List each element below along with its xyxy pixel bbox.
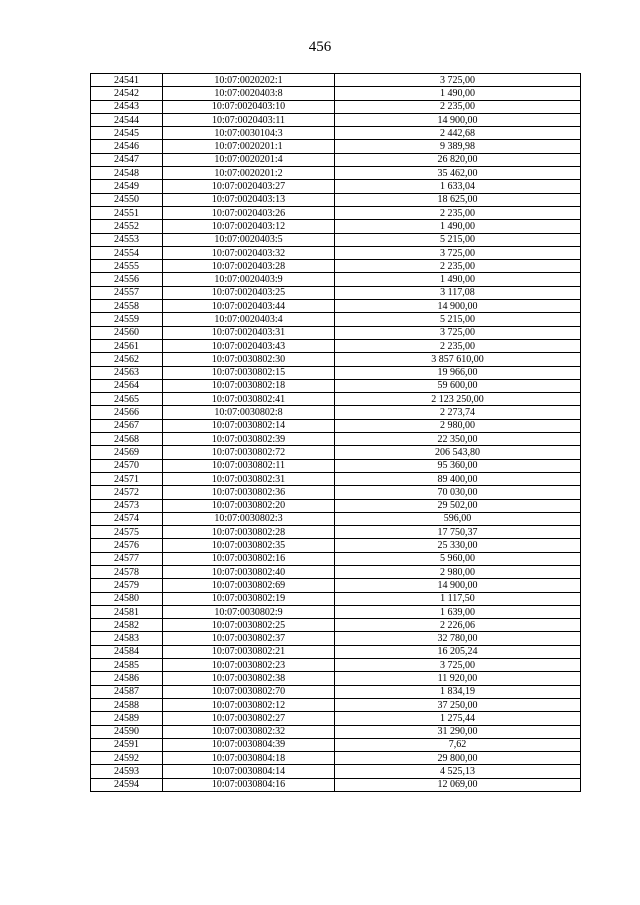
table-row: [91, 140, 581, 153]
cadastral-number-cell: 10:07:0030802:38: [163, 672, 335, 685]
cadastral-value-cell: 2 123 250,00: [335, 393, 581, 406]
cadastral-number-cell: 10:07:0030802:40: [163, 565, 335, 578]
cadastral-value-cell: 1 639,00: [335, 605, 581, 618]
cadastral-number-cell: 10:07:0020201:1: [163, 140, 335, 153]
cadastral-value-cell: 2 235,00: [335, 100, 581, 113]
cadastral-number-cell: 10:07:0020202:1: [163, 74, 335, 87]
cadastral-number-cell: 10:07:0020201:2: [163, 167, 335, 180]
cadastral-number-cell: 10:07:0030802:41: [163, 393, 335, 406]
cadastral-value-cell: 22 350,00: [335, 433, 581, 446]
table-body: [91, 74, 581, 792]
cadastral-value-cell: 2 235,00: [335, 260, 581, 273]
cadastral-number-cell: 10:07:0020403:10: [163, 100, 335, 113]
cadastral-number-cell: 10:07:0020403:27: [163, 180, 335, 193]
table-row: [91, 725, 581, 738]
record-number-cell: 24556: [91, 273, 163, 286]
record-number-cell: 24544: [91, 113, 163, 126]
table-row: [91, 313, 581, 326]
record-number-cell: 24550: [91, 193, 163, 206]
record-number-cell: 24563: [91, 366, 163, 379]
cadastral-value-cell: 2 980,00: [335, 565, 581, 578]
cadastral-number-cell: 10:07:0020403:43: [163, 339, 335, 352]
cadastral-value-cell: 29 800,00: [335, 752, 581, 765]
cadastral-value-cell: 5 215,00: [335, 233, 581, 246]
cadastral-value-cell: 3 857 610,00: [335, 353, 581, 366]
table-row: [91, 685, 581, 698]
table-row: [91, 645, 581, 658]
cadastral-number-cell: 10:07:0030802:14: [163, 419, 335, 432]
record-number-cell: 24580: [91, 592, 163, 605]
record-number-cell: 24593: [91, 765, 163, 778]
cadastral-number-cell: 10:07:0020201:4: [163, 153, 335, 166]
record-number-cell: 24576: [91, 539, 163, 552]
record-number-cell: 24562: [91, 353, 163, 366]
record-number-cell: 24594: [91, 778, 163, 791]
record-number-cell: 24589: [91, 712, 163, 725]
record-number-cell: 24579: [91, 579, 163, 592]
table-row: [91, 619, 581, 632]
table-row: [91, 446, 581, 459]
table-row: [91, 698, 581, 711]
cadastral-value-table: [90, 73, 581, 792]
record-number-cell: 24568: [91, 433, 163, 446]
cadastral-number-cell: 10:07:0030802:27: [163, 712, 335, 725]
table-row: [91, 579, 581, 592]
record-number-cell: 24548: [91, 167, 163, 180]
table-row: [91, 366, 581, 379]
record-number-cell: 24586: [91, 672, 163, 685]
record-number-cell: 24557: [91, 286, 163, 299]
cadastral-number-cell: 10:07:0020403:8: [163, 87, 335, 100]
cadastral-number-cell: 10:07:0030802:39: [163, 433, 335, 446]
cadastral-value-cell: 2 235,00: [335, 339, 581, 352]
record-number-cell: 24541: [91, 74, 163, 87]
cadastral-value-cell: 3 725,00: [335, 326, 581, 339]
cadastral-value-cell: 3 117,08: [335, 286, 581, 299]
cadastral-number-cell: 10:07:0030802:12: [163, 698, 335, 711]
cadastral-number-cell: 10:07:0020403:12: [163, 220, 335, 233]
cadastral-value-cell: 31 290,00: [335, 725, 581, 738]
table-row: [91, 339, 581, 352]
table-row: [91, 632, 581, 645]
table-row: [91, 353, 581, 366]
table-row: [91, 752, 581, 765]
cadastral-value-cell: 1 490,00: [335, 87, 581, 100]
cadastral-number-cell: 10:07:0020403:25: [163, 286, 335, 299]
record-number-cell: 24570: [91, 459, 163, 472]
cadastral-value-cell: 1 117,50: [335, 592, 581, 605]
cadastral-number-cell: 10:07:0020403:13: [163, 193, 335, 206]
table-row: [91, 672, 581, 685]
record-number-cell: 24552: [91, 220, 163, 233]
cadastral-value-cell: 16 205,24: [335, 645, 581, 658]
cadastral-number-cell: 10:07:0030804:18: [163, 752, 335, 765]
cadastral-number-cell: 10:07:0030802:35: [163, 539, 335, 552]
record-number-cell: 24547: [91, 153, 163, 166]
record-number-cell: 24551: [91, 206, 163, 219]
record-number-cell: 24584: [91, 645, 163, 658]
table-row: [91, 326, 581, 339]
cadastral-number-cell: 10:07:0030802:16: [163, 552, 335, 565]
table-row: [91, 180, 581, 193]
record-number-cell: 24569: [91, 446, 163, 459]
cadastral-number-cell: 10:07:0030802:31: [163, 472, 335, 485]
record-number-cell: 24588: [91, 698, 163, 711]
record-number-cell: 24549: [91, 180, 163, 193]
cadastral-value-cell: 1 490,00: [335, 220, 581, 233]
record-number-cell: 24561: [91, 339, 163, 352]
cadastral-value-cell: 14 900,00: [335, 300, 581, 313]
table-row: [91, 499, 581, 512]
cadastral-value-cell: 1 490,00: [335, 273, 581, 286]
record-number-cell: 24581: [91, 605, 163, 618]
cadastral-value-cell: 14 900,00: [335, 579, 581, 592]
cadastral-number-cell: 10:07:0020403:9: [163, 273, 335, 286]
cadastral-value-cell: 596,00: [335, 512, 581, 525]
cadastral-value-cell: 7,62: [335, 738, 581, 751]
cadastral-value-cell: 2 226,06: [335, 619, 581, 632]
cadastral-number-cell: 10:07:0030802:8: [163, 406, 335, 419]
cadastral-number-cell: 10:07:0030802:9: [163, 605, 335, 618]
table-row: [91, 153, 581, 166]
table-row: [91, 512, 581, 525]
cadastral-number-cell: 10:07:0020403:44: [163, 300, 335, 313]
cadastral-number-cell: 10:07:0030804:16: [163, 778, 335, 791]
cadastral-number-cell: 10:07:0030802:25: [163, 619, 335, 632]
cadastral-value-cell: 2 235,00: [335, 206, 581, 219]
cadastral-value-cell: 4 525,13: [335, 765, 581, 778]
table-row: [91, 459, 581, 472]
table-row: [91, 659, 581, 672]
table-row: [91, 738, 581, 751]
cadastral-value-cell: 206 543,80: [335, 446, 581, 459]
cadastral-value-cell: 95 360,00: [335, 459, 581, 472]
table-row: [91, 712, 581, 725]
record-number-cell: 24571: [91, 472, 163, 485]
cadastral-number-cell: 10:07:0020403:11: [163, 113, 335, 126]
record-number-cell: 24543: [91, 100, 163, 113]
record-number-cell: 24559: [91, 313, 163, 326]
table-row: [91, 87, 581, 100]
table-row: [91, 127, 581, 140]
cadastral-number-cell: 10:07:0020403:28: [163, 260, 335, 273]
table-row: [91, 193, 581, 206]
table-row: [91, 526, 581, 539]
cadastral-value-cell: 3 725,00: [335, 246, 581, 259]
cadastral-value-cell: 3 725,00: [335, 74, 581, 87]
cadastral-number-cell: 10:07:0020403:5: [163, 233, 335, 246]
cadastral-value-cell: 19 966,00: [335, 366, 581, 379]
cadastral-value-cell: 59 600,00: [335, 379, 581, 392]
cadastral-value-cell: 89 400,00: [335, 472, 581, 485]
cadastral-number-cell: 10:07:0030802:32: [163, 725, 335, 738]
table-row: [91, 260, 581, 273]
record-number-cell: 24553: [91, 233, 163, 246]
cadastral-number-cell: 10:07:0030802:23: [163, 659, 335, 672]
table-row: [91, 167, 581, 180]
record-number-cell: 24558: [91, 300, 163, 313]
cadastral-number-cell: 10:07:0030802:19: [163, 592, 335, 605]
cadastral-number-cell: 10:07:0030802:20: [163, 499, 335, 512]
cadastral-value-cell: 1 834,19: [335, 685, 581, 698]
cadastral-value-cell: 14 900,00: [335, 113, 581, 126]
record-number-cell: 24591: [91, 738, 163, 751]
record-number-cell: 24573: [91, 499, 163, 512]
record-number-cell: 24574: [91, 512, 163, 525]
table-row: [91, 300, 581, 313]
record-number-cell: 24566: [91, 406, 163, 419]
table-row: [91, 220, 581, 233]
table-row: [91, 472, 581, 485]
cadastral-value-cell: 12 069,00: [335, 778, 581, 791]
cadastral-number-cell: 10:07:0030802:11: [163, 459, 335, 472]
cadastral-value-cell: 3 725,00: [335, 659, 581, 672]
record-number-cell: 24564: [91, 379, 163, 392]
cadastral-value-cell: 37 250,00: [335, 698, 581, 711]
cadastral-value-cell: 18 625,00: [335, 193, 581, 206]
cadastral-number-cell: 10:07:0030802:28: [163, 526, 335, 539]
table-row: [91, 765, 581, 778]
cadastral-number-cell: 10:07:0030802:36: [163, 486, 335, 499]
cadastral-value-cell: 32 780,00: [335, 632, 581, 645]
table-row: [91, 246, 581, 259]
record-number-cell: 24583: [91, 632, 163, 645]
cadastral-number-cell: 10:07:0030804:14: [163, 765, 335, 778]
table-row: [91, 393, 581, 406]
cadastral-number-cell: 10:07:0020403:31: [163, 326, 335, 339]
cadastral-value-cell: 1 633,04: [335, 180, 581, 193]
cadastral-number-cell: 10:07:0030802:30: [163, 353, 335, 366]
cadastral-value-cell: 1 275,44: [335, 712, 581, 725]
table-row: [91, 206, 581, 219]
record-number-cell: 24560: [91, 326, 163, 339]
table-row: [91, 605, 581, 618]
table-row: [91, 552, 581, 565]
cadastral-number-cell: 10:07:0030802:37: [163, 632, 335, 645]
cadastral-value-cell: 11 920,00: [335, 672, 581, 685]
record-number-cell: 24590: [91, 725, 163, 738]
cadastral-value-cell: 2 442,68: [335, 127, 581, 140]
cadastral-value-cell: 35 462,00: [335, 167, 581, 180]
table-row: [91, 539, 581, 552]
cadastral-number-cell: 10:07:0030802:3: [163, 512, 335, 525]
table-row: [91, 113, 581, 126]
cadastral-value-cell: 25 330,00: [335, 539, 581, 552]
record-number-cell: 24565: [91, 393, 163, 406]
cadastral-value-cell: 5 960,00: [335, 552, 581, 565]
cadastral-value-cell: 29 502,00: [335, 499, 581, 512]
record-number-cell: 24578: [91, 565, 163, 578]
cadastral-number-cell: 10:07:0030802:21: [163, 645, 335, 658]
table-row: [91, 286, 581, 299]
cadastral-value-cell: 2 273,74: [335, 406, 581, 419]
table-row: [91, 419, 581, 432]
table-row: [91, 100, 581, 113]
record-number-cell: 24585: [91, 659, 163, 672]
cadastral-value-cell: 26 820,00: [335, 153, 581, 166]
cadastral-number-cell: 10:07:0030802:18: [163, 379, 335, 392]
table-row: [91, 406, 581, 419]
cadastral-value-cell: 9 389,98: [335, 140, 581, 153]
cadastral-number-cell: 10:07:0030802:70: [163, 685, 335, 698]
table-row: [91, 379, 581, 392]
table-row: [91, 592, 581, 605]
cadastral-value-cell: 5 215,00: [335, 313, 581, 326]
table-row: [91, 433, 581, 446]
cadastral-value-cell: 70 030,00: [335, 486, 581, 499]
record-number-cell: 24545: [91, 127, 163, 140]
cadastral-value-cell: 2 980,00: [335, 419, 581, 432]
record-number-cell: 24592: [91, 752, 163, 765]
cadastral-number-cell: 10:07:0030104:3: [163, 127, 335, 140]
table-row: [91, 273, 581, 286]
cadastral-number-cell: 10:07:0030802:15: [163, 366, 335, 379]
cadastral-number-cell: 10:07:0030802:72: [163, 446, 335, 459]
record-number-cell: 24577: [91, 552, 163, 565]
cadastral-value-cell: 17 750,37: [335, 526, 581, 539]
record-number-cell: 24546: [91, 140, 163, 153]
record-number-cell: 24555: [91, 260, 163, 273]
record-number-cell: 24587: [91, 685, 163, 698]
table-row: [91, 778, 581, 791]
record-number-cell: 24575: [91, 526, 163, 539]
table-row: [91, 486, 581, 499]
page-number: 456: [308, 39, 332, 55]
table-row: [91, 565, 581, 578]
record-number-cell: 24554: [91, 246, 163, 259]
cadastral-number-cell: 10:07:0030804:39: [163, 738, 335, 751]
table-row: [91, 74, 581, 87]
cadastral-number-cell: 10:07:0020403:26: [163, 206, 335, 219]
record-number-cell: 24582: [91, 619, 163, 632]
record-number-cell: 24567: [91, 419, 163, 432]
cadastral-number-cell: 10:07:0030802:69: [163, 579, 335, 592]
cadastral-number-cell: 10:07:0020403:4: [163, 313, 335, 326]
table-row: [91, 233, 581, 246]
cadastral-number-cell: 10:07:0020403:32: [163, 246, 335, 259]
record-number-cell: 24542: [91, 87, 163, 100]
record-number-cell: 24572: [91, 486, 163, 499]
